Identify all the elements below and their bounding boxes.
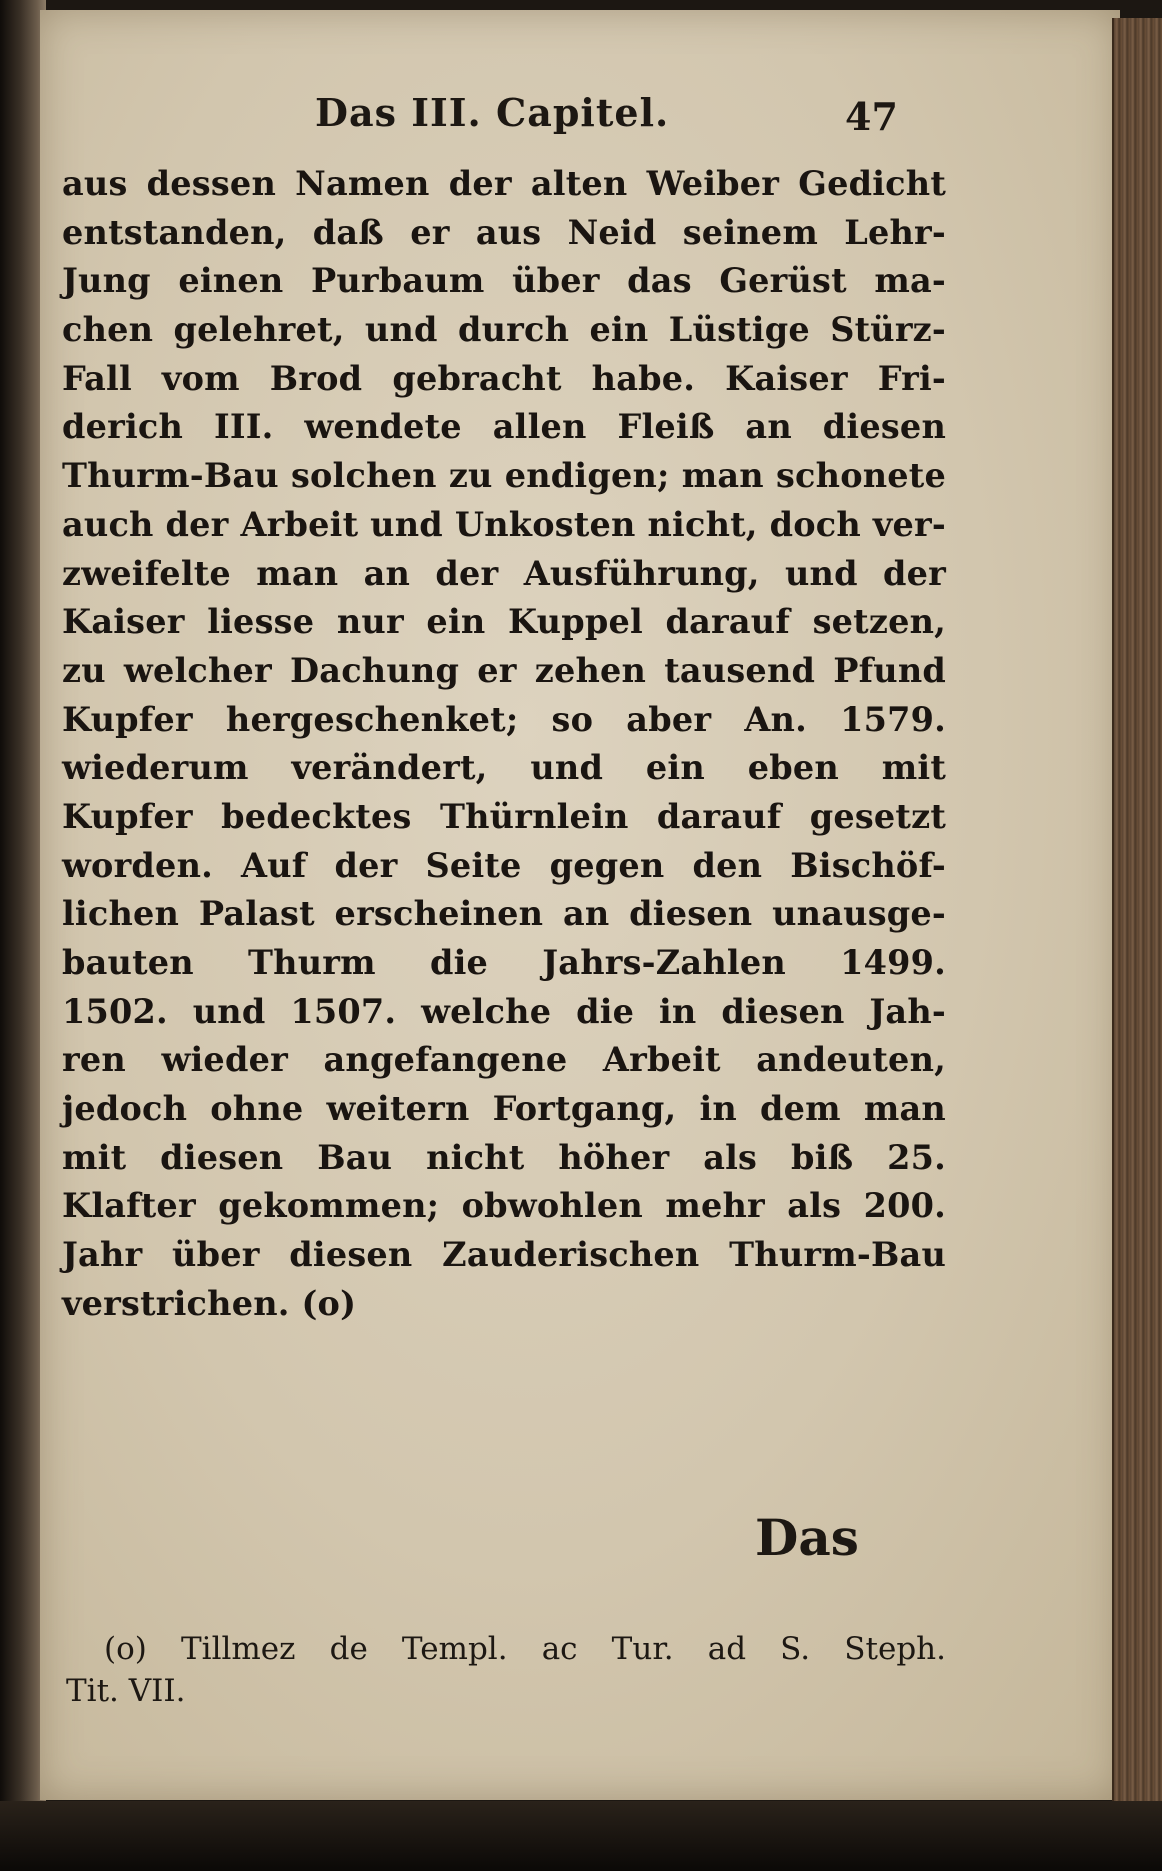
text-line: auch der Arbeit und Unkosten nicht, doch ver- xyxy=(62,504,946,544)
running-head: Das III. Capitel. xyxy=(315,90,670,135)
text-line: Kaiser liesse nur ein Kuppel darauf setzen, xyxy=(62,602,946,642)
text-line: Kupfer bedecktes Thürnlein darauf gesetzt xyxy=(62,796,946,836)
text-line: 1502. und 1507. welche die in diesen Jah- xyxy=(62,991,946,1031)
body-text xyxy=(62,160,946,1329)
text-line: verstrichen. (o) xyxy=(62,1283,357,1323)
page-number: 47 xyxy=(845,94,898,139)
catchword: Das xyxy=(755,1508,859,1567)
text-line: worden. Auf der Seite gegen den Bischöf- xyxy=(62,845,946,885)
text-line: bauten Thurm die Jahrs-Zahlen 1499. xyxy=(62,943,946,982)
text-line: lichen Palast erscheinen an diesen unausge- xyxy=(62,894,946,934)
text-line: mit diesen Bau nicht höher als biß 25. xyxy=(62,1137,946,1177)
text-line: jedoch ohne weitern Fortgang, in dem man xyxy=(62,1089,946,1129)
page-header xyxy=(60,90,940,150)
page-edges xyxy=(1112,18,1162,1808)
footnote-line: (o) Tillmez de Templ. ac Tur. ad S. Steph. xyxy=(104,1631,946,1667)
footnote xyxy=(66,1628,946,1712)
text-line: Fall vom Brod gebracht habe. Kaiser Fri- xyxy=(62,358,946,398)
text-line: zweifelte man an der Ausführung, und der xyxy=(62,553,946,593)
text-line: chen gelehret, und durch ein Lüstige Stürz- xyxy=(62,310,946,350)
book-bottom-edge xyxy=(0,1801,1162,1871)
text-line: aus dessen Namen der alten Weiber Gedicht xyxy=(62,164,946,203)
text-line: wiederum verändert, und ein eben mit xyxy=(62,748,946,788)
text-line: Jung einen Purbaum über das Gerüst ma- xyxy=(62,261,946,301)
text-line: Klafter gekommen; obwohlen mehr als 200. xyxy=(62,1186,946,1226)
text-line: Kupfer hergeschenket; so aber An. 1579. xyxy=(62,699,946,739)
text-line: Thurm-Bau solchen zu endigen; man schonete xyxy=(62,456,946,496)
text-line: derich III. wendete allen Fleiß an diesen xyxy=(62,407,946,447)
text-line: Jahr über diesen Zauderischen Thurm-Bau xyxy=(62,1235,946,1275)
text-line: zu welcher Dachung er zehen tausend Pfund xyxy=(62,650,946,690)
text-line: entstanden, daß er aus Neid seinem Lehr- xyxy=(62,212,946,252)
footnote-line: Tit. VII. xyxy=(66,1673,186,1709)
text-line: ren wieder angefangene Arbeit andeuten, xyxy=(62,1040,946,1080)
